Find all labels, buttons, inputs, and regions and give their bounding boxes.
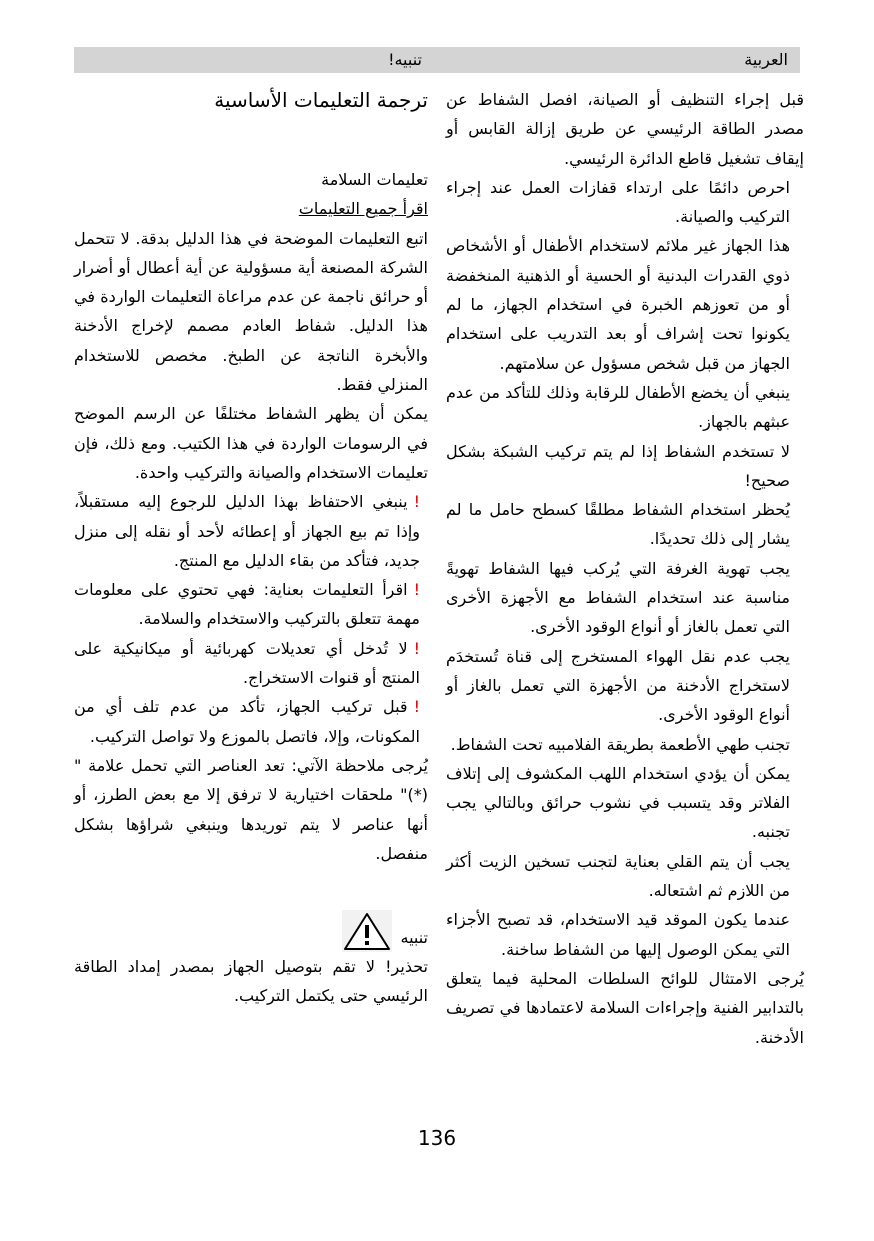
- paragraph: يجب تهوية الغرفة التي يُركب فيها الشفاط تهويةً مناسبة عند استخدام الشفاط مع الأجهزة الأخرى التي تعمل بالغاز أو أنواع الوقود الأخرى.: [446, 558, 790, 637]
- header-language: العربية: [744, 50, 788, 69]
- drawings-note: يمكن أن يظهر الشفاط مختلفًا عن الرسم الموضح في الرسومات الواردة في هذا الكتيب. ومع ذلك، فإن تعليمات الاستخدام والصيانة والتركيب واحدة.: [74, 404, 428, 482]
- paragraph: لا تستخدم الشفاط إذا لم يتم تركيب الشبكة بشكل صحيح!: [446, 441, 790, 490]
- warning-item: [74, 575, 428, 634]
- paragraph: هذا الجهاز غير ملائم لاستخدام الأطفال أو الأشخاص ذوي القدرات البدنية أو الحسية أو الذهنية المنخفضة أو من تعوزهم الخبرة في استخدام الجهاز، ما لم يكونوا تحت إشراف أو بعد التدريب على استخدام الجهاز من قبل شخص مسؤول عن سلامتهم.: [446, 236, 790, 373]
- read-all-heading: اقرأ جميع التعليمات: [298, 199, 428, 219]
- warning-text: لا تُدخل أي تعديلات كهربائية أو ميكانيكية على المنتج أو قنوات الاستخراج.: [74, 638, 420, 688]
- paragraph: يجب عدم نقل الهواء المستخرج إلى قناة تُستخدَم لاستخراج الأدخنة من الأجهزة التي تعمل بالغاز أو أنواع الوقود الأخرى.: [446, 646, 790, 725]
- warning-item: [74, 634, 428, 693]
- caution-label: تنبيه: [400, 927, 428, 947]
- exclamation-mark: !: [413, 580, 420, 600]
- warning-triangle-icon: [342, 910, 392, 952]
- left-column: [74, 85, 428, 1011]
- warning-text: قبل تركيب الجهاز، تأكد من عدم تلف أي من المكونات، وإلا، فاتصل بالموزع ولا تواصل التركيب.: [74, 697, 420, 746]
- warning-text: ينبغي الاحتفاظ بهذا الدليل للرجوع إليه مستقبلاً، وإذا تم بيع الجهاز أو إعطائه لأحد أو نقله إلى منزل جديد، فتأكد من بقاء الدليل مع المنتج.: [74, 492, 420, 570]
- paragraph: يمكن أن يؤدي استخدام اللهب المكشوف إلى إتلاف الفلاتر وقد يتسبب في نشوب حرائق وبالتالي يجب تجنبه.: [446, 763, 790, 842]
- paragraph: احرص دائمًا على ارتداء قفازات العمل عند إجراء التركيب والصيانة.: [446, 177, 790, 227]
- caution-row: [74, 908, 428, 952]
- page-number: 136: [417, 1126, 457, 1150]
- paragraph: قبل إجراء التنظيف أو الصيانة، افصل الشفاط عن مصدر الطاقة الرئيسي عن طريق إزالة القابس أو إيقاف تشغيل قاطع الدائرة الرئيسي.: [446, 90, 804, 168]
- document-title: ترجمة التعليمات الأساسية: [214, 88, 428, 112]
- header-bar: [74, 47, 800, 73]
- paragraph: يُرجى الامتثال للوائح السلطات المحلية فيما يتعلق بالتدابير الفنية وإجراءات السلامة لاعتمادها في تصريف الأدخنة.: [446, 968, 804, 1047]
- safety-heading: تعليمات السلامة: [321, 170, 428, 189]
- header-section-title: تنبيه!: [388, 50, 422, 69]
- paragraph: يجب أن يتم القلي بعناية لتجنب تسخين الزيت أكثر من اللازم ثم اشتعاله.: [446, 851, 790, 901]
- warning-item: [74, 692, 428, 751]
- paragraph: يُحظر استخدام الشفاط مطلقًا كسطح حامل ما لم يشار إلى ذلك تحديدًا.: [446, 500, 790, 549]
- intro-paragraph: اتبع التعليمات الموضحة في هذا الدليل بدقة. لا تتحمل الشركة المصنعة أية مسؤولية عن أية أعطال أو أضرار أو حرائق ناجمة عن عدم مراعاة التعليمات الواردة في هذا الدليل. شفاط العادم مصمم لإخراج الأدخنة والأبخرة الناتجة عن الطبخ. مخصص للاستخدام المنزلي فقط.: [74, 228, 428, 395]
- caution-text: تحذير! لا تقم بتوصيل الجهاز بمصدر إمداد الطاقة الرئيسي حتى يكتمل التركيب.: [74, 957, 428, 1006]
- warning-item: [74, 487, 428, 575]
- right-column: [446, 85, 804, 1052]
- warning-text: اقرأ التعليمات بعناية: فهي تحتوي على معلومات مهمة تتعلق بالتركيب والاستخدام والسلامة.: [74, 580, 420, 629]
- paragraph: عندما يكون الموقد قيد الاستخدام، قد تصبح الأجزاء التي يمكن الوصول إليها من الشفاط ساخنة.: [446, 910, 790, 959]
- exclamation-mark: !: [413, 492, 420, 512]
- accessories-note: يُرجى ملاحظة الآتي: تعد العناصر التي تحمل علامة "(*)" ملحقات اختيارية لا ترفق إلا مع بعض الطرز، أو أنها عناصر لا يتم توريدها وينبغي شراؤها بشكل منفصل.: [74, 755, 428, 863]
- exclamation-mark: !: [413, 638, 420, 658]
- paragraph: تجنب طهي الأطعمة بطريقة الفلامبيه تحت الشفاط.: [450, 734, 790, 754]
- exclamation-mark: !: [413, 697, 420, 717]
- paragraph: ينبغي أن يخضع الأطفال للرقابة وذلك للتأكد من عدم عبثهم بالجهاز.: [446, 382, 790, 432]
